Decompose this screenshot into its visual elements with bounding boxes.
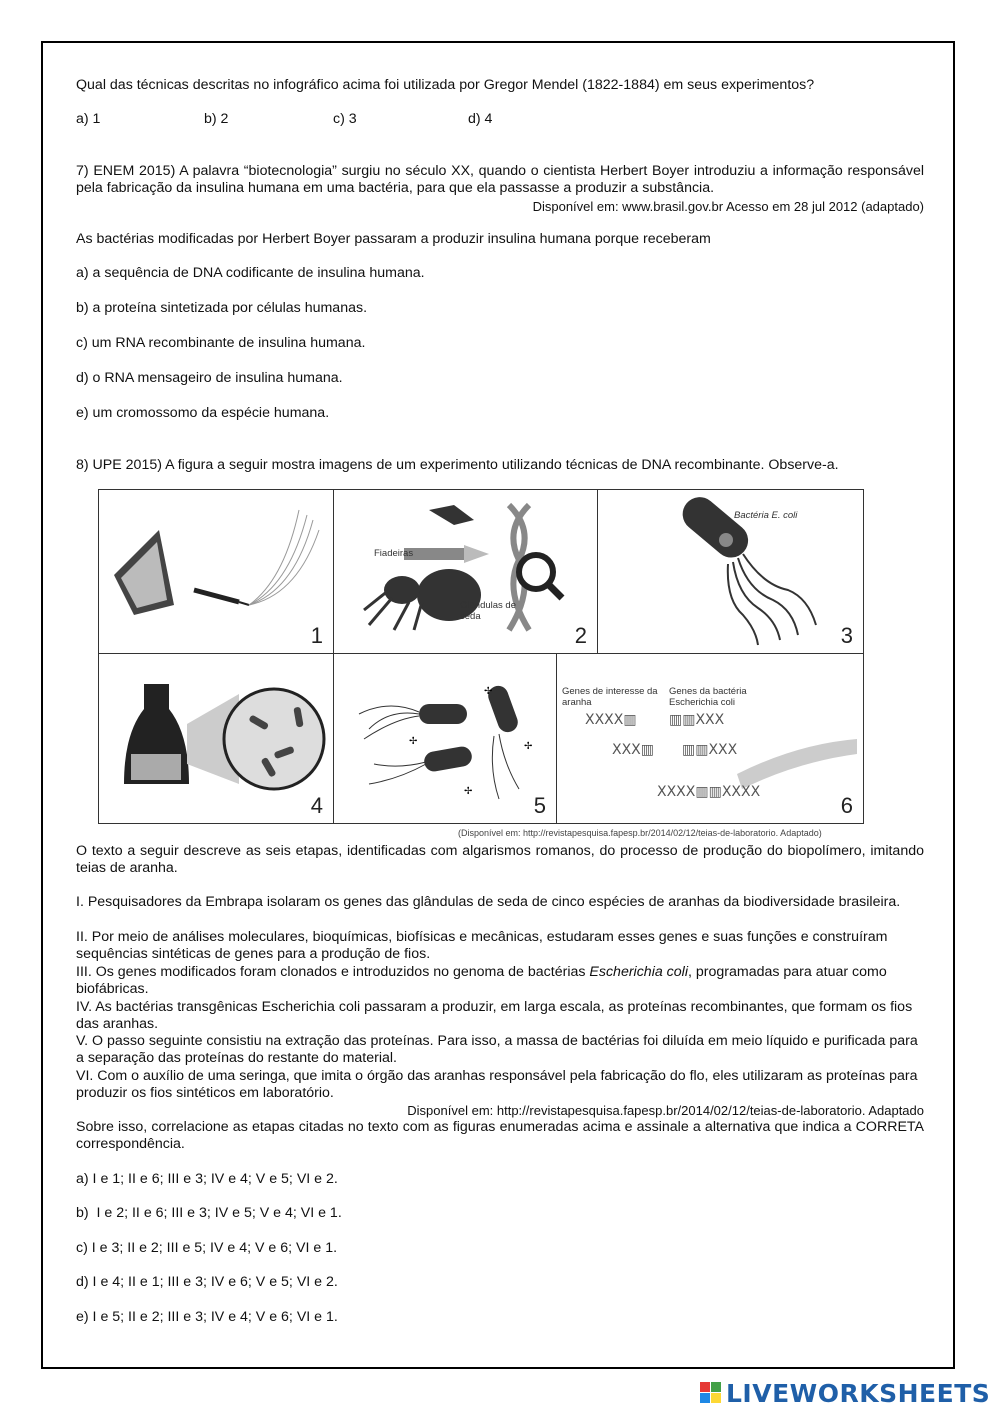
q7-option-e[interactable]: e) um cromossomo da espécie humana. [76,405,330,421]
panel-number-2: 2 [574,623,587,648]
ecoli-bacterium-illustration [598,490,864,654]
q7-option-a[interactable]: a) a sequência de DNA codificante de insulina humana. [76,265,425,281]
syringe-spinning-illustration [99,490,334,654]
q8-statement: 8) UPE 2015) A figura a seguir mostra imagens de um experimento utilizando técnicas de DNA recombinante. Observe-a. [76,457,839,473]
figure-panel-3 [597,489,864,654]
q8-intro: O texto a seguir descreve as seis etapas, identificadas com algarismos romanos, do processo de produção do biopolímero, imitando teias de aranha. [76,843,924,876]
svg-text:✢: ✢ [409,736,418,747]
q7-option-d[interactable]: d) o RNA mensageiro de insulina humana. [76,370,343,386]
spider-silk-gland-illustration [334,490,598,654]
liveworksheets-logo [700,1378,990,1408]
q8-option-a[interactable]: a) I e 1; II e 6; III e 3; IV e 4; V e 5; VI e 2. [76,1171,338,1187]
panel-number-1: 1 [310,623,323,648]
liveworksheets-logo-text: LIVEWORKSHEETS [726,1378,991,1408]
svg-text:▥▥XXX: ▥▥XXX [669,712,725,728]
q6-option-b[interactable]: b) 2 [204,111,229,127]
q6-option-c[interactable]: c) 3 [333,111,357,127]
label-glandulas: Glândulas de seda [460,600,516,622]
q7-option-b[interactable]: b) a proteína sintetizada por células humanas. [76,300,368,316]
figure-source: (Disponível em: http://revistapesquisa.fapesp.br/2014/02/12/teias-de-laboratorio. Adaptado) [458,828,822,838]
recombinant-dna-assembly-illustration [557,654,864,824]
q7-option-c[interactable]: c) um RNA recombinante de insulina humana. [76,335,366,351]
panel-number-4: 4 [310,793,323,818]
panel-number-5: 5 [533,793,546,818]
svg-text:✢: ✢ [484,686,493,697]
culture-flask-illustration [99,654,334,824]
q8-question: Sobre isso, correlacione as etapas citadas no texto com as figuras enumeradas acima e assinale a alternativa que indica a CORRETA correspondência. [76,1119,924,1152]
svg-text:XXX▥: XXX▥ [612,742,654,758]
label-genes-bacteria: Genes da bactéria Escherichia coli [669,686,747,708]
q8-step-4: IV. As bactérias transgênicas Escherichia coli passaram a produzir, em larga escala, as proteínas recombinantes, que formam os fios das aranhas. [76,999,913,1032]
figure-panel-4 [98,653,334,824]
liveworksheets-logo-icon [700,1382,722,1404]
svg-text:✢: ✢ [464,786,473,797]
q6-question: Qual das técnicas descritas no infográfico acima foi utilizada por Gregor Mendel (1822-1884) em seus experimentos? [76,77,815,93]
q8-step-6: VI. Com o auxílio de uma seringa, que imita o órgão das aranhas responsável pela fabricação do flo, eles utilizaram as proteínas para produzir os fios sintéticos em laboratório. [76,1068,918,1101]
svg-text:✢: ✢ [524,741,533,752]
panel-number-3: 3 [840,623,853,648]
q8-step-2: II. Por meio de análises moleculares, bioquímicas, biofísicas e mecânicas, estudaram esses genes e suas funções e construíram sequências sintéticas de genes para a produção de fios. [76,929,888,962]
figure-panel-1 [98,489,334,654]
label-fiadeiras: Fiadeiras [374,548,414,559]
q8-option-c[interactable]: c) I e 3; II e 2; III e 5; IV e 4; V e 6; VI e 1. [76,1240,338,1256]
svg-text:XXXX▥: XXXX▥ [585,712,637,728]
q6-option-a[interactable]: a) 1 [76,111,101,127]
q7-statement: 7) ENEM 2015) A palavra “biotecnologia” surgiu no século XX, quando o cientista Herbert Boyer introduziu a informação responsável pela fabricação da insulina humana em uma bactéria, para que ela passasse a produzir a substância. [76,163,924,196]
escherichia-coli-italic: Escherichia coli [589,964,688,980]
svg-text:▥▥XXX: ▥▥XXX [682,742,738,758]
panel-number-6: 6 [840,793,853,818]
label-bacteria: Bactéria E. coli [734,510,798,521]
q8-option-e[interactable]: e) I e 5; II e 2; III e 3; IV e 4; V e 6; VI e 1. [76,1309,338,1325]
q8-step-5: V. O passo seguinte consistiu na extração das proteínas. Para isso, a massa de bactérias foi diluída em meio líquido e purificada para a separação das proteínas do restante do material. [76,1033,918,1066]
q8-option-b[interactable]: b) I e 2; II e 6; III e 3; IV e 5; V e 4; VI e 1. [76,1205,342,1221]
q7-question: As bactérias modificadas por Herbert Boyer passaram a produzir insulina humana porque receberam [76,231,711,247]
svg-text:XXXX▥▥XXXX: XXXX▥▥XXXX [657,784,761,800]
q6-option-d[interactable]: d) 4 [468,111,493,127]
q8-step-3: III. Os genes modificados foram clonados e introduzidos no genoma de bactérias Escherichia coli, programadas para atuar como biofábricas. [76,964,887,997]
figure-panel-5 [333,653,557,824]
figure-panel-2 [333,489,598,654]
q8-steps-source: Disponível em: http://revistapesquisa.fapesp.br/2014/02/12/teias-de-laboratorio. Adaptado [407,1103,924,1118]
q8-option-d[interactable]: d) I e 4; II e 1; III e 3; IV e 6; V e 5; VI e 2. [76,1274,338,1290]
q8-step-1: I. Pesquisadores da Embrapa isolaram os genes das glândulas de seda de cinco espécies de aranhas da biodiversidade brasileira. [76,894,901,910]
protein-producing-bacteria-illustration [334,654,557,824]
figure-panel-6 [556,653,864,824]
q7-source: Disponível em: www.brasil.gov.br Acesso em 28 jul 2012 (adaptado) [532,199,924,214]
label-genes-aranha: Genes de interesse da aranha [562,686,658,708]
